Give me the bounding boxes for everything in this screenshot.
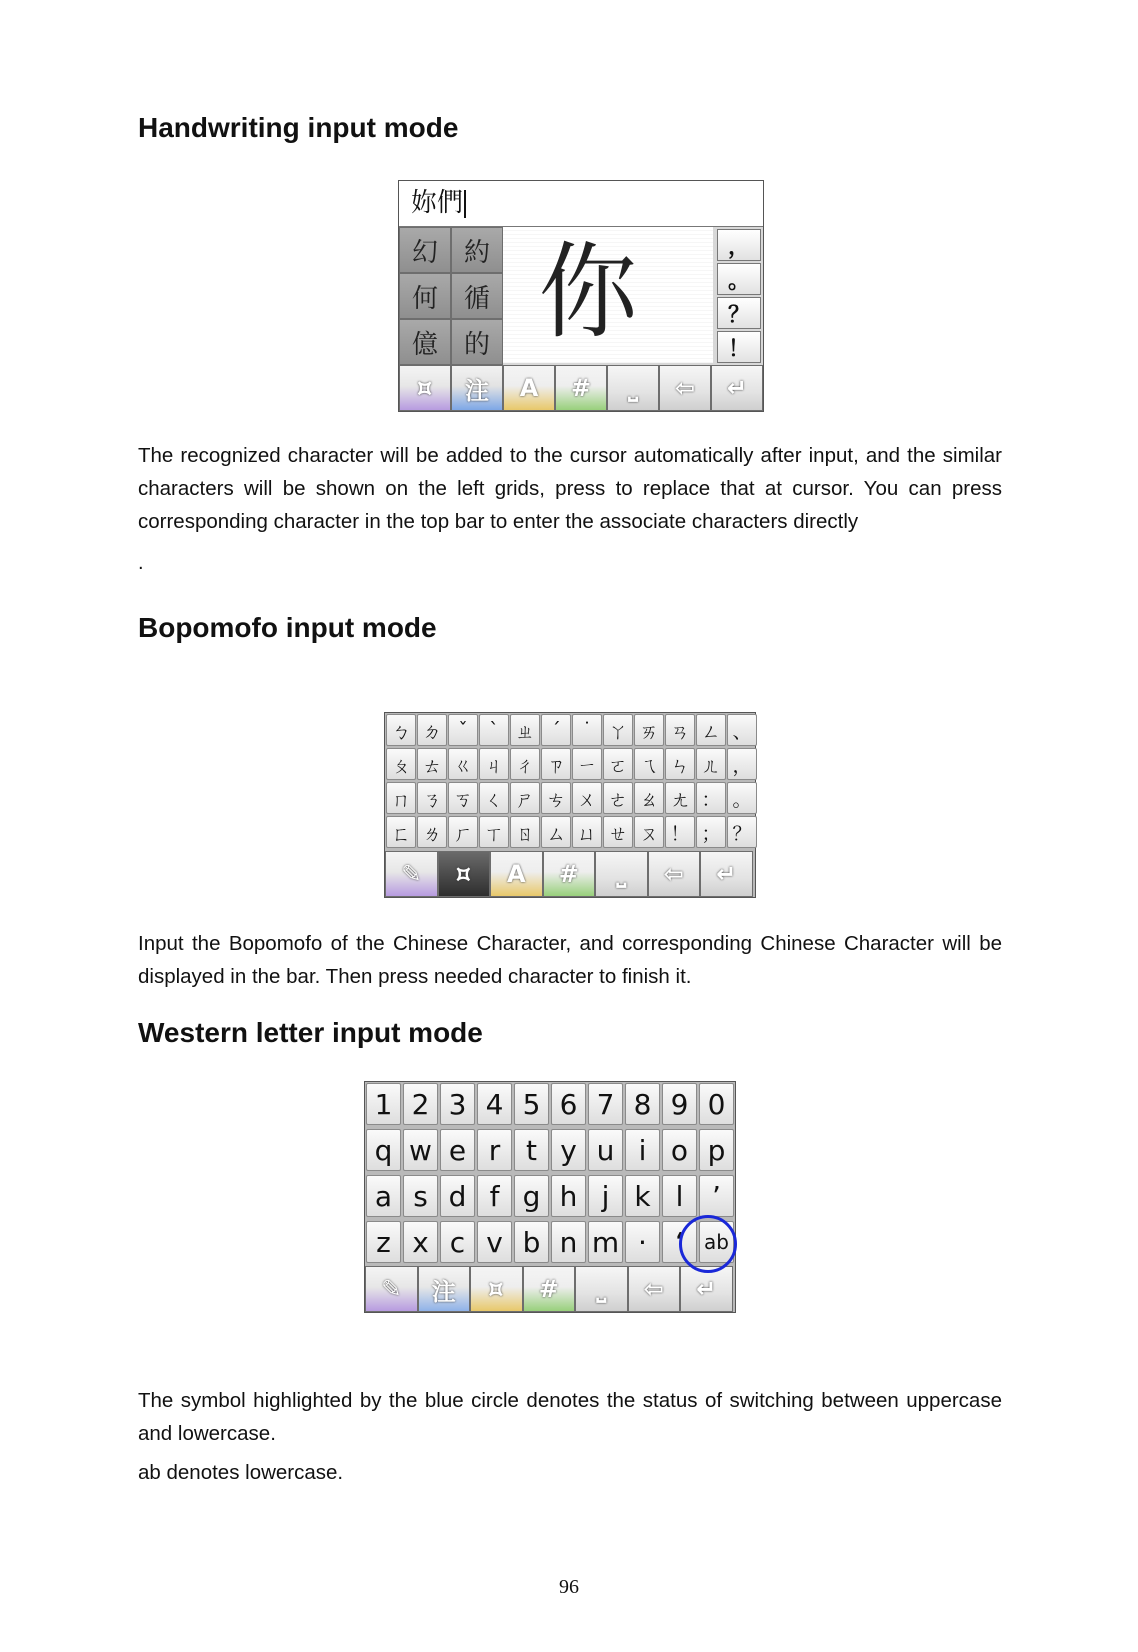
western-keyboard	[364, 1081, 736, 1313]
letter-key[interactable]: 2	[403, 1083, 438, 1125]
letter-key[interactable]: 1	[366, 1083, 401, 1125]
bopomofo-key[interactable]: ˇ	[448, 714, 478, 746]
letter-key[interactable]: m	[588, 1221, 623, 1263]
bopomofo-key[interactable]: ˙	[572, 714, 602, 746]
candidate-6[interactable]: 的	[451, 319, 503, 365]
bopomofo-key[interactable]: ㄖ	[510, 816, 540, 848]
letter-key[interactable]: 9	[662, 1083, 697, 1125]
bopomofo-key[interactable]: ㄢ	[665, 714, 695, 746]
space-button[interactable]: ⎵	[595, 851, 648, 897]
bopomofo-key[interactable]: 。	[727, 782, 757, 814]
backspace-button[interactable]: ⇦	[628, 1266, 681, 1312]
symbol-mode-button[interactable]: #	[555, 365, 607, 411]
handwriting-mode-button[interactable]: ✎	[365, 1266, 418, 1312]
input-text: 妳們	[411, 188, 464, 218]
letter-key[interactable]: n	[551, 1221, 586, 1263]
hide-keyboard-button[interactable]: ⯏	[438, 851, 491, 897]
letter-key[interactable]: b	[514, 1221, 549, 1263]
space-button[interactable]: ⎵	[607, 365, 659, 411]
bopomofo-key[interactable]: ˊ	[541, 714, 571, 746]
enter-button[interactable]: ↵	[700, 851, 753, 897]
handwriting-description: The recognized character will be added to the cursor automatically after input, and the similar characters will be shown on the left grids, press to replace that at cursor. You can press corresponding character in the top bar to enter the associate characters directly	[138, 444, 1002, 533]
letter-key[interactable]: a	[366, 1175, 401, 1217]
bopomofo-key[interactable]: ：	[696, 782, 726, 814]
letter-key[interactable]: i	[625, 1129, 660, 1171]
bopomofo-key[interactable]: ㄜ	[603, 782, 633, 814]
letter-key[interactable]: c	[440, 1221, 475, 1263]
bopomofo-key[interactable]: ㄥ	[696, 714, 726, 746]
enter-button[interactable]: ↵	[680, 1266, 733, 1312]
bopomofo-key[interactable]: ㄈ	[386, 816, 416, 848]
bopomofo-description: Input the Bopomofo of the Chinese Character, and corresponding Chinese Character will be displayed in the bar. Then press needed character to finish it.	[138, 932, 1002, 988]
letter-key[interactable]: o	[662, 1129, 697, 1171]
handwriting-mode-button[interactable]: ✎	[385, 851, 438, 897]
bopomofo-heading: Bopomofo input mode	[138, 612, 437, 643]
trailing-dot: .	[138, 552, 144, 574]
bopomofo-keyboard	[384, 712, 756, 898]
letter-key[interactable]: 8	[625, 1083, 660, 1125]
handwriting-pad[interactable]	[503, 227, 713, 363]
bopomofo-key[interactable]: ㄝ	[603, 816, 633, 848]
bopomofo-key[interactable]: 、	[727, 714, 757, 746]
letter-key[interactable]: 7	[588, 1083, 623, 1125]
candidate-3[interactable]: 何	[399, 273, 451, 319]
bopomofo-key[interactable]: ㄊ	[417, 748, 447, 780]
letter-key[interactable]: t	[514, 1129, 549, 1171]
bopomofo-key[interactable]: ㄆ	[386, 748, 416, 780]
bopomofo-key[interactable]: ㄧ	[572, 748, 602, 780]
backspace-button[interactable]: ⇦	[648, 851, 701, 897]
letter-key[interactable]: l	[662, 1175, 697, 1217]
letter-key[interactable]: ’	[699, 1175, 734, 1217]
bopomofo-key[interactable]: ㄘ	[541, 782, 571, 814]
candidate-5[interactable]: 億	[399, 319, 451, 365]
letter-key[interactable]: e	[440, 1129, 475, 1171]
bopomofo-key[interactable]: ！	[665, 816, 695, 848]
letter-key[interactable]: w	[403, 1129, 438, 1171]
bopomofo-key[interactable]: ㄍ	[448, 748, 478, 780]
bopomofo-key[interactable]: ㄕ	[510, 782, 540, 814]
letter-key[interactable]: 4	[477, 1083, 512, 1125]
bopomofo-key[interactable]: ㄨ	[572, 782, 602, 814]
letter-key[interactable]: h	[551, 1175, 586, 1217]
bopomofo-key[interactable]: ㄚ	[603, 714, 633, 746]
letter-key[interactable]: k	[625, 1175, 660, 1217]
bopomofo-key[interactable]: ㄋ	[417, 782, 447, 814]
letter-key[interactable]: 3	[440, 1083, 475, 1125]
space-button[interactable]: ⎵	[575, 1266, 628, 1312]
handwriting-panel	[398, 180, 764, 412]
letter-key[interactable]: ‘	[662, 1221, 697, 1263]
page-number: 96	[559, 1576, 579, 1598]
letter-key[interactable]: 5	[514, 1083, 549, 1125]
handwriting-heading: Handwriting input mode	[138, 112, 459, 143]
western-heading: Western letter input mode	[138, 1017, 483, 1048]
bopomofo-key[interactable]: ㄣ	[665, 748, 695, 780]
handwritten-character: 你	[538, 231, 638, 353]
bopomofo-key[interactable]: ㄐ	[479, 748, 509, 780]
letter-key[interactable]: j	[588, 1175, 623, 1217]
english-mode-button[interactable]: A	[503, 365, 555, 411]
letter-key[interactable]: u	[588, 1129, 623, 1171]
english-mode-button[interactable]: A	[490, 851, 543, 897]
western-description: The symbol highlighted by the blue circle denotes the status of switching between uppercase and lowercase.	[138, 1389, 1002, 1445]
letter-key[interactable]: ·	[625, 1221, 660, 1263]
bopomofo-key[interactable]: ㄏ	[448, 816, 478, 848]
bopomofo-key[interactable]: ㄇ	[386, 782, 416, 814]
letter-key[interactable]: r	[477, 1129, 512, 1171]
letter-key[interactable]: g	[514, 1175, 549, 1217]
bopomofo-key[interactable]: ㄡ	[634, 816, 664, 848]
bopomofo-key[interactable]: ㄉ	[417, 714, 447, 746]
candidate-4[interactable]: 循	[451, 273, 503, 319]
letter-key[interactable]: f	[477, 1175, 512, 1217]
letter-key[interactable]: d	[440, 1175, 475, 1217]
bopomofo-key[interactable]: ㄩ	[572, 816, 602, 848]
case-toggle-key[interactable]: ab	[699, 1221, 734, 1263]
letter-key[interactable]: s	[403, 1175, 438, 1217]
symbol-mode-button[interactable]: #	[543, 851, 596, 897]
letter-key[interactable]: z	[366, 1221, 401, 1263]
bopomofo-key[interactable]: ㄓ	[510, 714, 540, 746]
backspace-button[interactable]: ⇦	[659, 365, 711, 411]
punct-period[interactable]: 。	[717, 263, 761, 295]
hide-keyboard-button[interactable]: ⯏	[399, 365, 451, 411]
bopomofo-key[interactable]: ㄎ	[448, 782, 478, 814]
enter-button[interactable]: ↵	[711, 365, 763, 411]
letter-key[interactable]: q	[366, 1129, 401, 1171]
bopomofo-key[interactable]: ㄅ	[386, 714, 416, 746]
hide-keyboard-button[interactable]: ⯏	[470, 1266, 523, 1312]
letter-key[interactable]: 0	[699, 1083, 734, 1125]
letter-key[interactable]: p	[699, 1129, 734, 1171]
punct-question[interactable]: ？	[717, 297, 761, 329]
bopomofo-mode-button[interactable]: 注	[451, 365, 503, 411]
letter-key[interactable]: x	[403, 1221, 438, 1263]
lowercase-note: ab denotes lowercase.	[138, 1461, 344, 1484]
bopomofo-key[interactable]: ㄟ	[634, 748, 664, 780]
bopomofo-key[interactable]: ㄦ	[696, 748, 726, 780]
bopomofo-key[interactable]: ；	[696, 816, 726, 848]
bopomofo-key[interactable]: ㄙ	[541, 816, 571, 848]
letter-key[interactable]: y	[551, 1129, 586, 1171]
bopomofo-key[interactable]: ㄗ	[541, 748, 571, 780]
bopomofo-key[interactable]: ㄠ	[634, 782, 664, 814]
bopomofo-key[interactable]: ㄒ	[479, 816, 509, 848]
candidate-1[interactable]: 幻	[399, 227, 451, 273]
letter-key[interactable]: v	[477, 1221, 512, 1263]
bopomofo-key[interactable]: ㄛ	[603, 748, 633, 780]
bopomofo-key[interactable]: ㄑ	[479, 782, 509, 814]
bopomofo-mode-button[interactable]: 注	[418, 1266, 471, 1312]
handwriting-input-bar[interactable]	[399, 181, 763, 227]
bopomofo-key[interactable]: ㄌ	[417, 816, 447, 848]
case-toggle-highlight-circle	[679, 1215, 737, 1273]
bopomofo-key[interactable]: ？	[727, 816, 757, 848]
candidate-2[interactable]: 約	[451, 227, 503, 273]
letter-key[interactable]: 6	[551, 1083, 586, 1125]
text-cursor	[464, 190, 466, 218]
punct-comma[interactable]: ，	[717, 229, 761, 261]
bopomofo-key[interactable]: ㄔ	[510, 748, 540, 780]
symbol-mode-button[interactable]: #	[523, 1266, 576, 1312]
punct-exclamation[interactable]: ！	[717, 331, 761, 363]
bopomofo-key[interactable]: ㄞ	[634, 714, 664, 746]
bopomofo-key[interactable]: ˋ	[479, 714, 509, 746]
bopomofo-key[interactable]: ，	[727, 748, 757, 780]
bopomofo-key[interactable]: ㄤ	[665, 782, 695, 814]
